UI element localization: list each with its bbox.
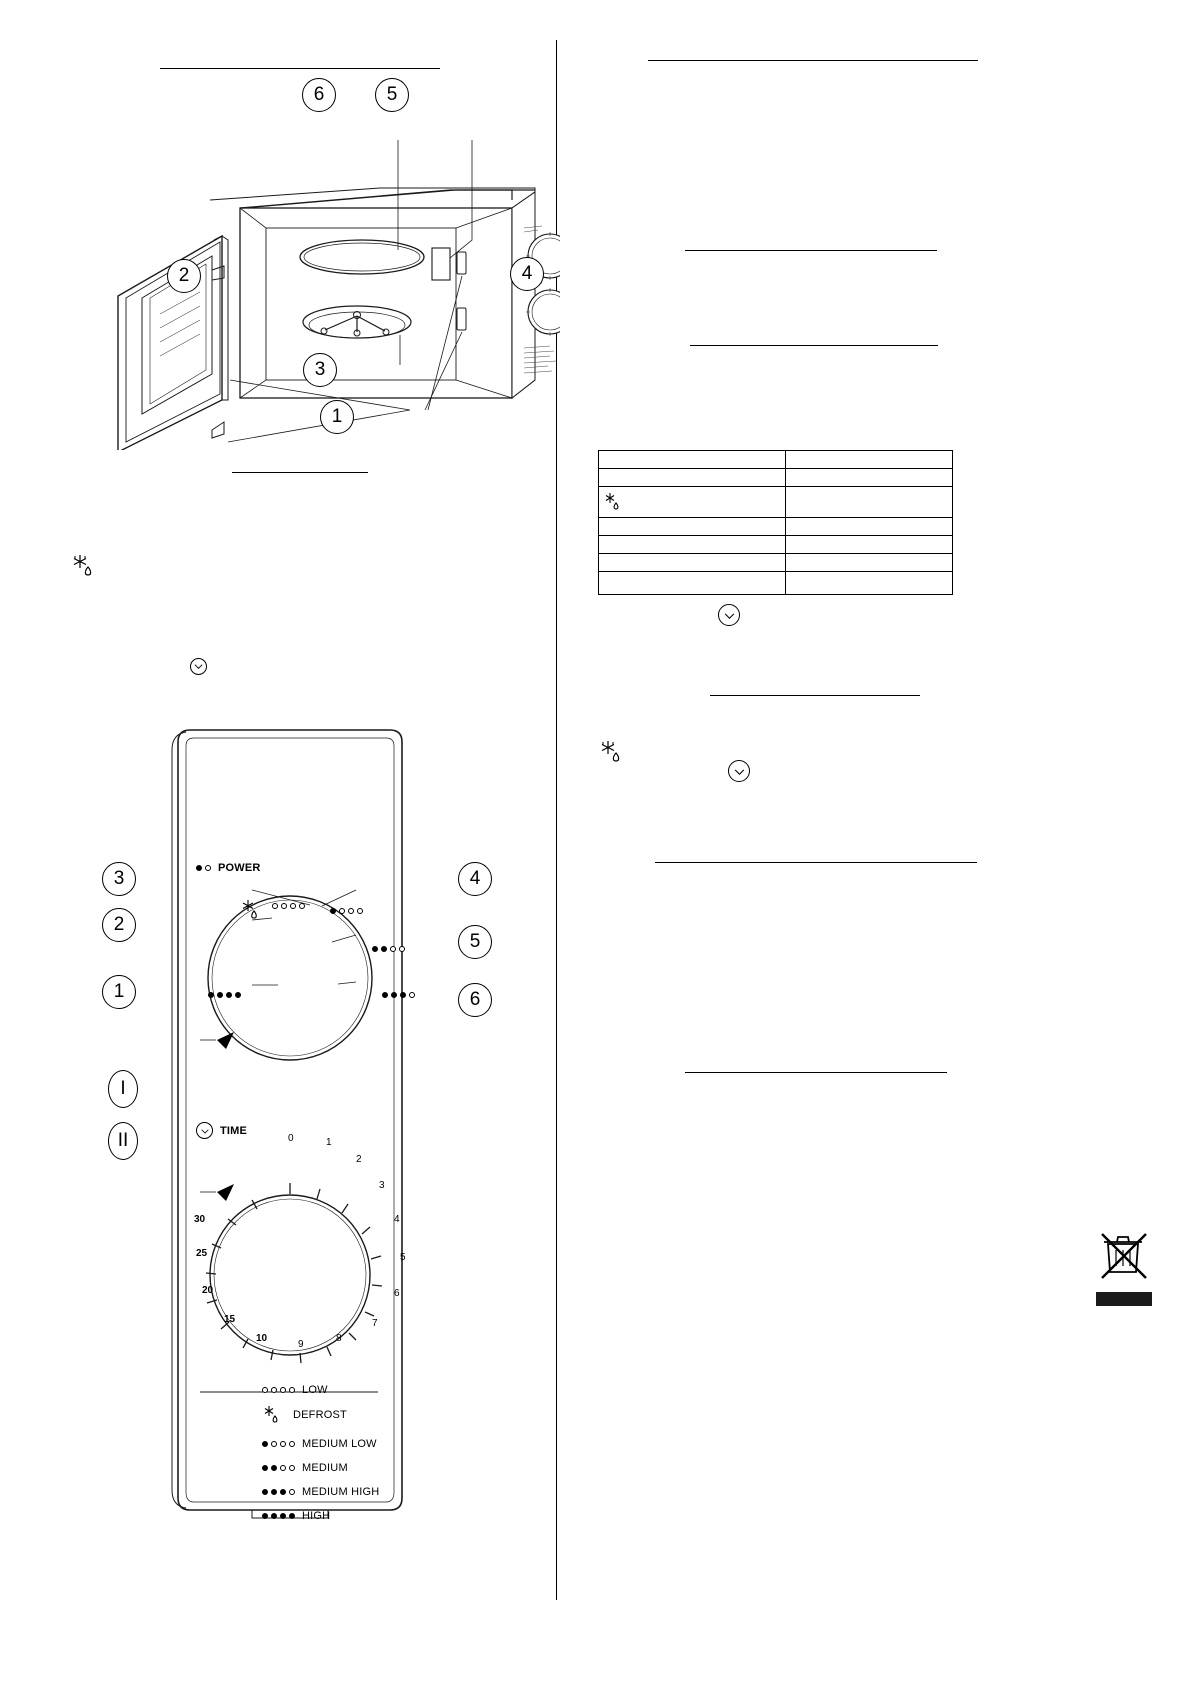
power-indicator-dots xyxy=(196,865,211,871)
callout-2: 2 xyxy=(167,259,201,293)
right-rule-5 xyxy=(655,862,977,863)
panel-callout-6: 6 xyxy=(458,983,492,1017)
legend-item-medium xyxy=(262,1462,348,1474)
legend-item-medium-high xyxy=(262,1486,379,1498)
timer-tick-7: 7 xyxy=(372,1318,378,1329)
power-scale-low xyxy=(272,903,305,909)
legend-label-low: LOW xyxy=(302,1384,328,1396)
callout-3: 3 xyxy=(303,353,337,387)
timer-tick-8: 8 xyxy=(336,1333,342,1344)
callout-5: 5 xyxy=(375,78,409,112)
right-rule-6 xyxy=(685,1072,947,1073)
legend-item-defrost xyxy=(262,1404,347,1426)
power-scale-medium xyxy=(372,946,405,952)
time-icon xyxy=(190,658,207,675)
oven-figure xyxy=(80,80,560,450)
wee-symbol xyxy=(1096,1228,1152,1306)
legend-label-defrost: DEFROST xyxy=(293,1409,347,1421)
timer-tick-0: 0 xyxy=(288,1133,294,1144)
panel-callout-II: II xyxy=(108,1122,138,1160)
table-row xyxy=(599,518,953,536)
power-label: POWER xyxy=(218,862,261,874)
callout-6: 6 xyxy=(302,78,336,112)
timer-tick-5: 5 xyxy=(400,1252,406,1263)
right-rule-3 xyxy=(690,345,938,346)
callout-4: 4 xyxy=(510,257,544,291)
specification-table xyxy=(598,450,953,595)
defrost-icon xyxy=(598,738,624,766)
legend-item-high xyxy=(262,1510,330,1522)
table-row xyxy=(599,451,953,469)
timer-scale xyxy=(160,1130,430,1380)
right-rule-4 xyxy=(710,695,920,696)
timer-tick-4: 4 xyxy=(394,1214,400,1225)
left-heading-rule xyxy=(160,68,440,69)
right-rule-2 xyxy=(685,250,937,251)
control-panel-figure xyxy=(160,720,420,1520)
legend-label-medium-high: MEDIUM HIGH xyxy=(302,1486,380,1498)
table-row xyxy=(599,554,953,572)
timer-tick-3: 3 xyxy=(379,1180,385,1191)
legend-label-medium: MEDIUM xyxy=(302,1462,348,1474)
table-row xyxy=(599,487,953,518)
timer-tick-25: 25 xyxy=(196,1248,208,1259)
timer-tick-20: 20 xyxy=(202,1285,214,1296)
legend-item-low xyxy=(262,1384,328,1396)
snowflake-icon xyxy=(603,491,781,513)
timer-tick-6: 6 xyxy=(394,1288,400,1299)
defrost-icon xyxy=(262,1404,282,1426)
table-row xyxy=(599,572,953,595)
panel-callout-3: 3 xyxy=(102,862,136,896)
panel-callout-1: 1 xyxy=(102,975,136,1009)
callout-1: 1 xyxy=(320,400,354,434)
legend-label-high: HIGH xyxy=(302,1510,331,1522)
time-icon xyxy=(728,760,750,782)
timer-tick-2: 2 xyxy=(356,1154,362,1165)
panel-callout-5: 5 xyxy=(458,925,492,959)
table-row xyxy=(599,469,953,487)
power-scale-medium-high xyxy=(382,992,415,998)
legend-label-medium-low: MEDIUM LOW xyxy=(302,1438,377,1450)
panel-callout-I: I xyxy=(108,1070,138,1108)
timer-tick-9: 9 xyxy=(298,1339,304,1350)
power-label-group xyxy=(196,862,261,874)
panel-callout-2: 2 xyxy=(102,908,136,942)
wee-bar xyxy=(1096,1292,1152,1306)
power-scale-high xyxy=(208,992,241,998)
timer-tick-1: 1 xyxy=(326,1137,332,1148)
power-scale-medium-low xyxy=(330,908,363,914)
defrost-icon xyxy=(70,552,96,580)
timer-tick-30: 30 xyxy=(194,1214,206,1225)
left-section-rule-1 xyxy=(232,472,368,473)
right-rule-1 xyxy=(648,60,978,61)
time-icon xyxy=(718,604,740,626)
table-row xyxy=(599,536,953,554)
timer-tick-10: 10 xyxy=(256,1333,268,1344)
defrost-dial-icon xyxy=(240,898,262,922)
crossed-out-wheelie-bin-icon xyxy=(1096,1228,1152,1284)
timer-tick-15: 15 xyxy=(224,1314,236,1325)
panel-callout-4: 4 xyxy=(458,862,492,896)
time-label: TIME xyxy=(220,1124,248,1137)
legend-item-medium-low xyxy=(262,1438,377,1450)
